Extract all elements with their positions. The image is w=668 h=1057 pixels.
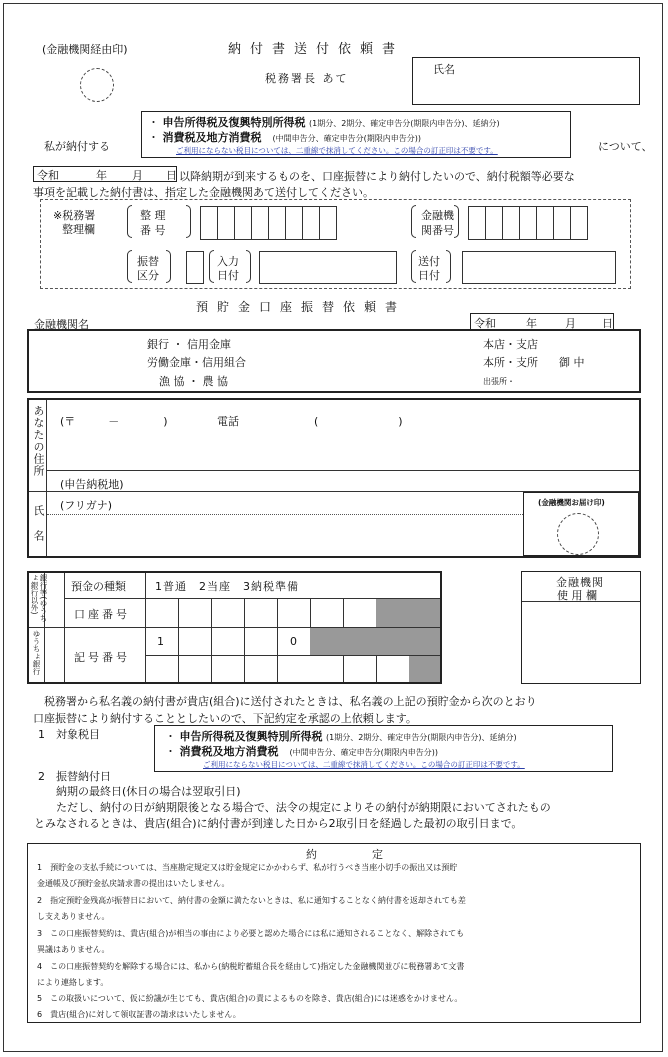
bracket	[411, 205, 416, 238]
start-date-field[interactable]	[33, 166, 177, 182]
bank-stamp-circle[interactable]	[80, 68, 114, 102]
terms-title: 約 定	[306, 848, 383, 861]
furikae-label-1: 振替	[137, 255, 159, 268]
item-2-text-b: ただし、納付の日が納期限後となる場合で、法令の規定によりその納付が納期限においてされたもの	[56, 801, 551, 814]
bank-side-label: 銀行等(ゆうちょ銀行以外)	[30, 574, 48, 622]
nyuryoku-label-1: 入力	[217, 255, 239, 268]
month-label: 月	[565, 317, 576, 330]
onchu-label: 御 中	[559, 356, 585, 369]
term-3a: 3 この口座振替契約は、貴店(組合)が相当の事由により必要と認めた場合には私に通知されることなく、解除されても	[37, 929, 465, 938]
bracket	[246, 250, 251, 283]
consumption-tax-label: 消費税及地方消費税	[179, 745, 279, 758]
term-4b: により連絡します。	[37, 978, 109, 987]
bank-types-1: 銀行 ・ 信用金庫	[147, 338, 231, 351]
intro-line-2: 事項を記載した納付書は、指定した金融機関あて送付してください。	[33, 186, 374, 199]
deposit-type-label: 預金の種類	[71, 580, 126, 593]
kinyu-label-2: 関番号	[421, 224, 454, 237]
strike-note: ご利用にならない税目については、二重線で抹消してください。この場合の訂正印は不要です。	[176, 146, 498, 155]
year-label: 年	[526, 317, 537, 330]
divider	[46, 400, 47, 556]
bracket	[446, 250, 451, 283]
symbol-number-label: 記号番号	[74, 651, 130, 664]
term-2b: し支えありません。	[37, 912, 110, 921]
postal-field[interactable]: (〒 － )	[60, 415, 168, 428]
addressee-label: 税務署長 あて	[265, 72, 349, 85]
name-label: 氏名	[433, 63, 455, 76]
income-tax-label: 申告所得税及復興特別所得税	[179, 730, 323, 743]
office-label-1: ※税務署	[53, 209, 96, 222]
tax-selection-box-2[interactable]: ・ 申告所得税及復興特別所得税 (1期分、2期分、確定申告分(期限内申告分)、延納分) ・ 消費税及地方消費税 (中間申告分、確定申告分(期限内申告分)) ご利用にならない税目については、二重線で抹消してください。この場合の訂正印は不要です。	[154, 725, 613, 772]
soufu-label-1: 送付	[418, 255, 440, 268]
input-date-box[interactable]	[259, 251, 397, 284]
terms-box	[27, 843, 641, 1023]
bank-use-label-1: 金融機関	[556, 576, 604, 589]
kinyu-label-1: 金融機	[421, 209, 454, 222]
account-number-label: 口座番号	[74, 608, 130, 621]
term-3b: 異議はありません。	[37, 945, 110, 954]
item-2-text-c: とみなされるときは、貴店(組合)に納付書が到達した日から2取引日を経過した最初の取引日まで。	[34, 817, 523, 830]
bank-seal-circle	[557, 513, 599, 555]
furikae-box[interactable]	[186, 251, 204, 284]
form-title: 納付書送付依頼書	[228, 42, 405, 57]
send-date-box[interactable]	[462, 251, 616, 284]
bank-name-label: 金融機関名	[34, 318, 89, 331]
tax-place-label[interactable]: (申告納税地)	[60, 478, 124, 491]
day-label: 日	[166, 169, 177, 182]
bank-use-label-2: 使 用 欄	[557, 589, 597, 602]
item-2-text-a: 納期の最終日(休日の場合は翌取引日)	[56, 785, 241, 798]
furigana-label[interactable]: (フリガナ)	[60, 499, 113, 512]
term-1a: 1 預貯金の支払手続については、当座勘定規定又は貯金規定にかかわらず、私が行うべき当座小切手の振出又は預貯	[37, 863, 458, 872]
term-4a: 4 この口座振替契約を解除する場合には、私から(納税貯蓄組合長を経由して)指定した金融機関並びに税務署あて文書	[37, 962, 465, 971]
symbol-first-digit: 1	[157, 635, 164, 648]
item-1-label: 1 対象税目	[38, 728, 100, 741]
request-para-1: 税務署から私名義の納付書が貴店(組合)に送付されたときは、私名義の上記の預貯金から次のとおり	[44, 695, 537, 708]
request-para-2: 口座振替により納付することとしたいので、下記約定を承認の上依頼します。	[33, 712, 417, 725]
tax-selection-box[interactable]: ・ 申告所得税及復興特別所得税 (1期分、2期分、確定申告分(期限内申告分)、延納分) ・ 消費税及地方消費税 (中間申告分、確定申告分(期限内申告分)) ご利用にならない税目については、二重線で抹消してください。この場合の訂正印は不要です。	[141, 111, 571, 158]
income-tax-label: 申告所得税及復興特別所得税	[162, 116, 306, 129]
year-label: 年	[96, 169, 107, 182]
term-1b: 金通帳及び預貯金払戻請求書の提出はいたしません。	[37, 879, 230, 888]
consumption-tax-label: 消費税及地方消費税	[162, 131, 262, 144]
bracket	[166, 250, 171, 283]
address-label: あなたの住所	[32, 405, 45, 477]
bank-name-box[interactable]	[27, 329, 641, 393]
name-field[interactable]	[412, 57, 640, 105]
term-6: 6 貴店(組合)に対して領収証書の請求はいたしません。	[37, 1010, 241, 1019]
seiri-label-1: 整 理	[140, 209, 166, 222]
bracket	[186, 205, 191, 238]
divider	[47, 470, 639, 471]
income-tax-note: (1期分、2期分、確定申告分(期限内申告分)、延納分)	[309, 119, 500, 128]
office-label-2: 整理欄	[62, 223, 95, 236]
strike-note: ご利用にならない税目については、二重線で抹消してください。この場合の訂正印は不要です。	[203, 760, 525, 769]
applicant-name-label: 氏名	[32, 505, 45, 555]
term-2a: 2 指定預貯金残高が振替日において、納付書の金額に満たないときは、私に通知することなく納付書を返却されても差	[37, 896, 466, 905]
furikae-label-2: 区分	[137, 269, 159, 282]
soufu-label-2: 日付	[418, 269, 440, 282]
intro-left: 私が納付する	[44, 140, 110, 153]
item-2-label: 2 振替納付日	[38, 770, 111, 783]
nyuryoku-label-2: 日付	[217, 269, 239, 282]
intro-right: について、	[598, 140, 653, 153]
era-label: 令和	[474, 317, 496, 330]
day-label: 日	[602, 317, 613, 330]
stamp-via-label: (金融機関経由印)	[42, 43, 128, 56]
bracket	[127, 205, 132, 238]
month-label: 月	[132, 169, 143, 182]
symbol-fixed-digit: 0	[290, 635, 297, 648]
bracket	[454, 205, 459, 238]
bank-types-2: 労働金庫・信用組合	[147, 356, 246, 369]
deposit-type-options[interactable]: 1普通 2当座 3納税準備	[155, 580, 299, 593]
divider	[47, 514, 523, 515]
seiri-label-2: 番 号	[140, 224, 166, 237]
term-5: 5 この取扱いについて、仮に紛議が生じても、貴店(組合)の責によるものを除き、貴店(組合)には迷惑をかけません。	[37, 994, 463, 1003]
branch-type-1: 本店・支店	[483, 338, 538, 351]
yucho-side-label: ゆうちょ銀行	[32, 630, 41, 675]
branch-type-3: 出張所・	[483, 377, 515, 386]
branch-type-2: 本所・支所	[483, 356, 538, 369]
bracket	[209, 250, 214, 283]
bank-types-3: 漁 協 ・ 農 協	[159, 375, 228, 388]
bracket	[411, 250, 416, 283]
transfer-title: 預貯金口座振替依頼書	[196, 300, 407, 314]
phone-label: 電話	[217, 415, 239, 428]
income-tax-note: (1期分、2期分、確定申告分(期限内申告分)、延納分)	[326, 733, 517, 742]
bracket	[127, 250, 132, 283]
symbol-number-boxes[interactable]	[145, 627, 440, 682]
request-date-field[interactable]	[470, 313, 614, 330]
bank-use-box	[521, 571, 641, 684]
consumption-tax-note: (中間申告分、確定申告分(期限内申告分))	[289, 748, 438, 757]
phone-field[interactable]: ( )	[314, 415, 405, 428]
account-number-boxes[interactable]	[145, 598, 440, 627]
consumption-tax-note: (中間申告分、確定申告分(期限内申告分))	[272, 134, 421, 143]
era-label: 令和	[37, 169, 59, 182]
intro-line-1: 以降納期が到来するものを、口座振替により納付したいので、納付税額等必要な	[179, 170, 575, 183]
bank-seal-label: (金融機関お届け印)	[538, 498, 605, 507]
bank-seal-box[interactable]	[523, 492, 639, 556]
